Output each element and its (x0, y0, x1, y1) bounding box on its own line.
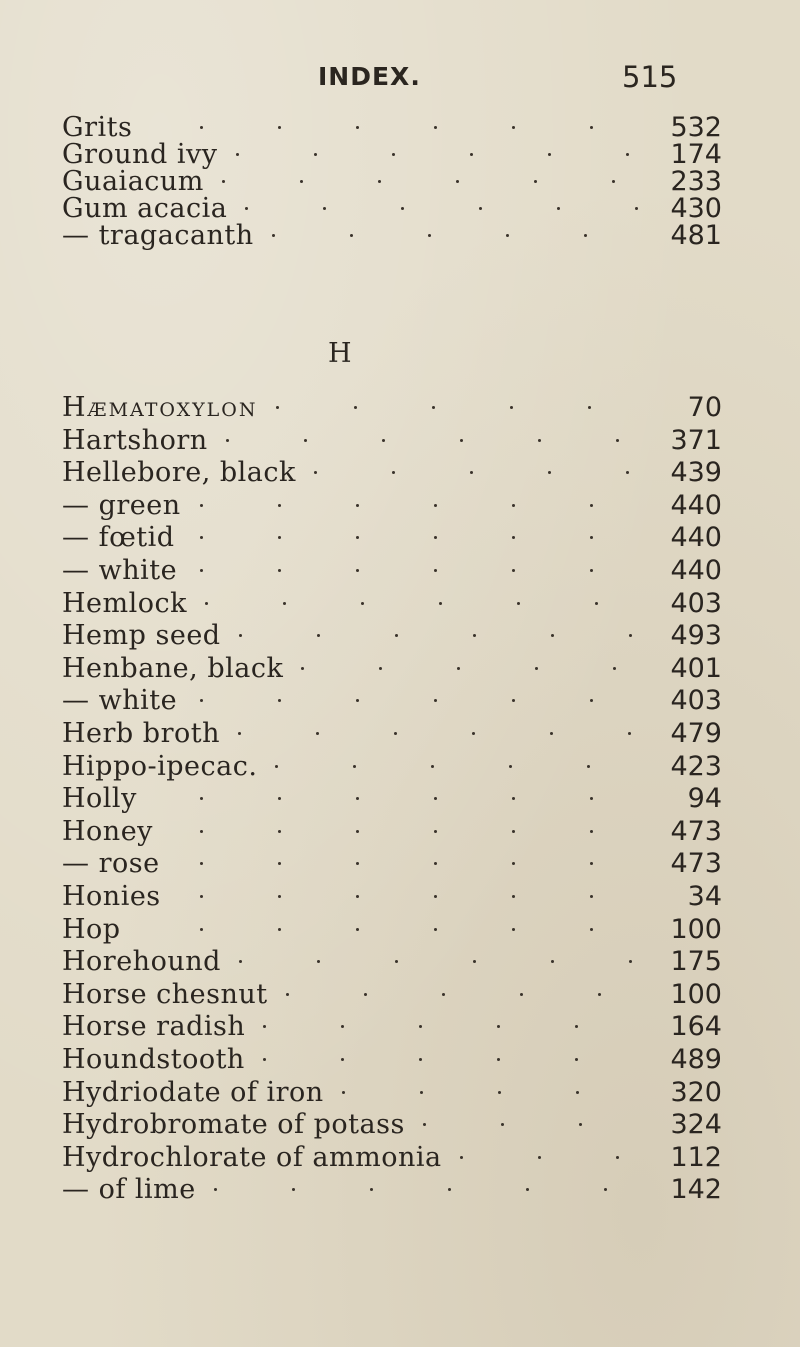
index-page-ref: 164 (670, 1011, 722, 1043)
running-title: INDEX. (318, 62, 421, 91)
index-page-ref: 371 (670, 424, 722, 456)
index-term: Hydrobromate of potass (62, 1109, 405, 1141)
index-page-ref: 440 (670, 489, 722, 521)
index-term: Horehound (62, 946, 221, 978)
index-page-ref: 233 (670, 166, 722, 197)
dot-leader (0, 504, 640, 508)
index-page-ref: 481 (670, 220, 722, 251)
index-term: Honey (62, 815, 153, 847)
index-page-ref: 423 (670, 750, 722, 782)
index-page-ref: 489 (670, 1044, 722, 1075)
index-page-ref: 403 (670, 587, 722, 619)
dot-leader (0, 207, 640, 211)
page-number: 515 (622, 60, 678, 94)
index-term: — white (62, 555, 178, 586)
dot-leader (0, 602, 640, 606)
index-page-ref: 320 (670, 1076, 722, 1108)
dot-leader (0, 993, 640, 997)
index-page-ref: 94 (687, 783, 722, 815)
index-page-ref: 324 (670, 1109, 722, 1141)
dot-leader (0, 536, 640, 540)
index-page-ref: 532 (670, 112, 722, 143)
index-page-ref: 479 (670, 718, 722, 749)
index-term: — fœtid (62, 522, 175, 554)
index-page-ref: 100 (670, 913, 722, 945)
index-page-ref: 112 (670, 1141, 722, 1173)
dot-leader (0, 1091, 640, 1095)
dot-leader (0, 471, 640, 475)
index-page-ref: 403 (670, 685, 722, 717)
dot-leader (0, 797, 640, 801)
index-term: Ground ivy (62, 139, 218, 170)
dot-leader (0, 569, 640, 573)
index-page-ref: 439 (670, 457, 722, 489)
index-term: Horse radish (62, 1011, 246, 1043)
index-term: Hydrochlorate of ammonia (62, 1141, 442, 1173)
index-term: Hæmatoxylon (62, 392, 258, 423)
dot-leader (0, 928, 640, 932)
index-term: Hartshorn (62, 424, 208, 456)
index-entry (0, 220, 800, 260)
dot-leader (0, 180, 640, 184)
index-term: Hop (62, 913, 121, 945)
index-page-ref: 473 (670, 815, 722, 847)
index-term: Henbane, black (62, 652, 284, 684)
dot-leader (0, 1058, 640, 1062)
index-page-ref: 440 (670, 522, 722, 554)
dot-leader (0, 732, 640, 736)
index-page-ref: 174 (670, 139, 722, 170)
index-term: Hellebore, black (62, 457, 296, 489)
index-term: Honies (62, 881, 161, 912)
dot-leader (0, 1123, 640, 1127)
index-entry (0, 1174, 800, 1214)
index-page-ref: 401 (670, 652, 722, 684)
index-term: Horse chesnut (62, 978, 268, 1010)
index-term: — tragacanth (62, 220, 254, 251)
dot-leader (0, 126, 640, 130)
index-term: — of lime (62, 1174, 196, 1206)
index-page-ref: 142 (670, 1174, 722, 1206)
index-term: Hippo-ipecac. (62, 750, 258, 782)
index-page-ref: 175 (670, 946, 722, 978)
dot-leader (0, 153, 640, 157)
dot-leader (0, 439, 640, 443)
index-page-ref: 34 (687, 881, 722, 912)
dot-leader (0, 960, 640, 964)
dot-leader (0, 765, 640, 769)
dot-leader (0, 634, 640, 638)
index-page-ref: 493 (670, 620, 722, 652)
dot-leader (0, 667, 640, 671)
index-term: Gum acacia (62, 193, 228, 224)
index-page-ref: 100 (670, 978, 722, 1010)
index-page-ref: 473 (670, 848, 722, 880)
index-term: Houndstooth (62, 1044, 245, 1075)
index-term: Grits (62, 112, 133, 143)
index-page-ref: 440 (670, 555, 722, 586)
dot-leader (0, 699, 640, 703)
index-page-ref: 70 (687, 392, 722, 423)
index-page-ref: 430 (670, 193, 722, 224)
dot-leader (0, 1156, 640, 1160)
index-term: — white (62, 685, 178, 717)
index-term: Hemp seed (62, 620, 221, 652)
index-term: Hydriodate of iron (62, 1076, 324, 1108)
dot-leader (0, 234, 640, 238)
index-term: — rose (62, 848, 160, 880)
index-term: Hemlock (62, 587, 187, 619)
dot-leader (0, 862, 640, 866)
dot-leader (0, 830, 640, 834)
section-letter: H (328, 338, 352, 369)
dot-leader (0, 895, 640, 899)
dot-leader (0, 1188, 640, 1192)
dot-leader (0, 406, 640, 410)
running-head (0, 62, 800, 102)
index-term: Holly (62, 783, 137, 815)
dot-leader (0, 1025, 640, 1029)
index-term: — green (62, 489, 181, 521)
index-term: Herb broth (62, 718, 220, 749)
index-term: Guaiacum (62, 166, 204, 197)
